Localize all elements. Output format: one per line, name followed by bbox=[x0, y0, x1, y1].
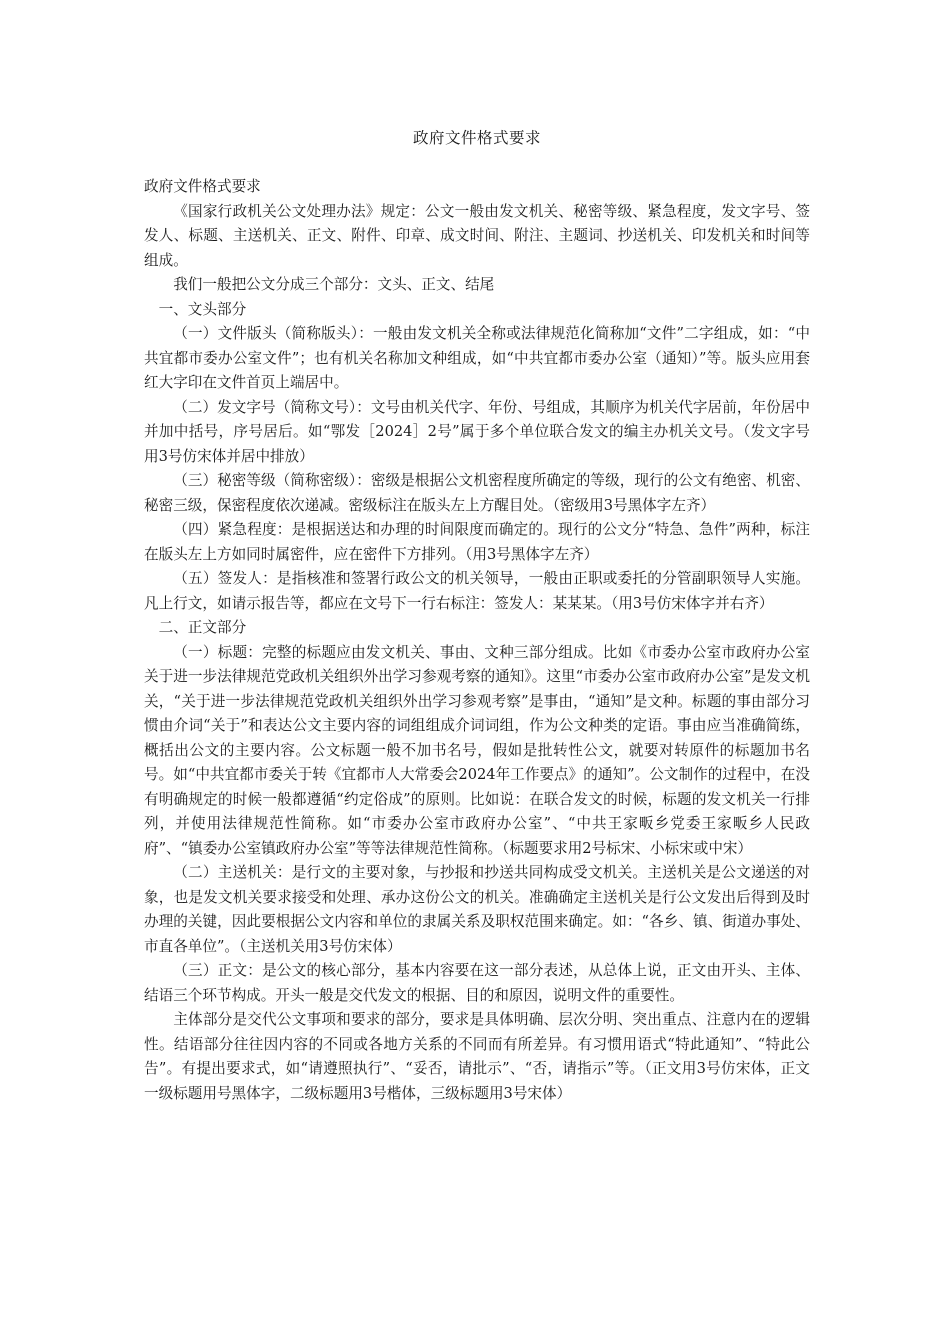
paragraph: 我们一般把公文分成三个部分：文头、正文、结尾 bbox=[173, 276, 495, 293]
paragraph: 政府文件格式要求 bbox=[144, 178, 261, 195]
paragraph: 主体部分是交代公文事项和要求的部分，要求是具体明确、层次分明、突出重点、注意内在的逻辑性。结语部分往往因内容的不同或各地方关系的不同而有所差异。有习惯用语式“特此通知”、“特此公告”。有提出要求式，如“请遵照执行”、“妥否，请批示”、“否，请指示”等。（正文用3号仿宋体，正文一级标题用号黑体字，二级标题用3号楷体，三级标题用3号宋体） bbox=[144, 1011, 810, 1102]
page-title: 政府文件格式要求 bbox=[412, 129, 541, 147]
paragraph: （一）标题：完整的标题应由发文机关、事由、文种三部分组成。比如《市委办公室市政府办公室关于进一步法律规范党政机关组织外出学习参观考察的通知》。这里“市委办公室市政府办公室”是发文机关，“关于进一步法律规范党政机关组织外出学习参观考察”是事由，“通知”是文种。标题的事由部分习惯由介词“关于”和表达公文主要内容的词组组成介词词组，作为公文种类的定语。事由应当准确简练，概括出公文的主要内容。公文标题一般不加书名号，假如是批转性公文，就要对转原件的标题加书名号。如“中共宜都市委关于转《宜都市人大常委会2024年工作要点》的通知”。公文制作的过程中，在没有明确规定的时候一般都遵循“约定俗成”的原则。比如说：在联合发文的时候，标题的发文机关一行排列，并使用法律规范性简称。如“市委办公室市政府办公室”、“中共王家畈乡党委王家畈乡人民政府”、“镇委办公室镇政府办公室”等等法律规范性简称。（标题要求用2号标宋、小标宋或中宋） bbox=[144, 643, 810, 857]
paragraph: 《国家行政机关公文处理办法》规定：公文一般由发文机关、秘密等级、紧急程度，发文字号、签发人、标题、主送机关、正文、附件、印章、成文时间、附注、主题词、抄送机关、印发机关和时间等组成。 bbox=[144, 202, 810, 269]
paragraph: （三）正文：是公文的核心部分，基本内容要在这一部分表述，从总体上说，正文由开头、主体、结语三个环节构成。开头一般是交代发文的根据、目的和原因，说明文件的重要性。 bbox=[144, 962, 810, 1004]
paragraph: （五）签发人：是指核准和签署行政公文的机关领导，一般由正职或委托的分管副职领导人实施。凡上行文，如请示报告等，都应在文号下一行右标注：签发人：某某某。（用3号仿宋体字并右齐） bbox=[144, 570, 810, 612]
paragraph: （三）秘密等级（简称密级）：密级是根据公文机密程度所确定的等级，现行的公文有绝密、机密、秘密三级，保密程度依次递减。密级标注在版头左上方醒目处。（密级用3号黑体字左齐） bbox=[144, 472, 810, 514]
section-heading: 二、正文部分 bbox=[158, 619, 247, 636]
paragraph: （二）发文字号（简称文号）：文号由机关代字、年份、号组成，其顺序为机关代字居前，年份居中并加中括号，序号居后。如“鄂发［2024］2号”属于多个单位联合发文的编主办机关文号。（发文字号用3号仿宋体并居中排放） bbox=[144, 398, 810, 465]
paragraph: （四）紧急程度：是根据送达和办理的时间限度而确定的。现行的公文分“特急、急件”两种，标注在版头左上方如同时属密件，应在密件下方排列。（用3号黑体字左齐） bbox=[144, 521, 810, 563]
paragraph: （二）主送机关：是行文的主要对象，与抄报和抄送共同构成受文机关。主送机关是公文递送的对象，也是发文机关要求接受和处理、承办这份公文的机关。准确确定主送机关是行公文发出后得到及时办理的关键，因此要根据公文内容和单位的隶属关系及职权范围来确定。如：“各乡、镇、街道办事处、市直各单位”。（主送机关用3号仿宋体） bbox=[144, 864, 810, 955]
section-heading: 一、文头部分 bbox=[158, 300, 247, 318]
document-body bbox=[144, 175, 810, 1106]
paragraph: （一）文件版头（简称版头）：一般由发文机关全称或法律规范化简称加“文件”二字组成，如：“中共宜都市委办公室文件”；也有机关名称加文种组成，如“中共宜都市委办公室（通知）”等。版头应用套红大字印在文件首页上端居中。 bbox=[144, 325, 810, 391]
